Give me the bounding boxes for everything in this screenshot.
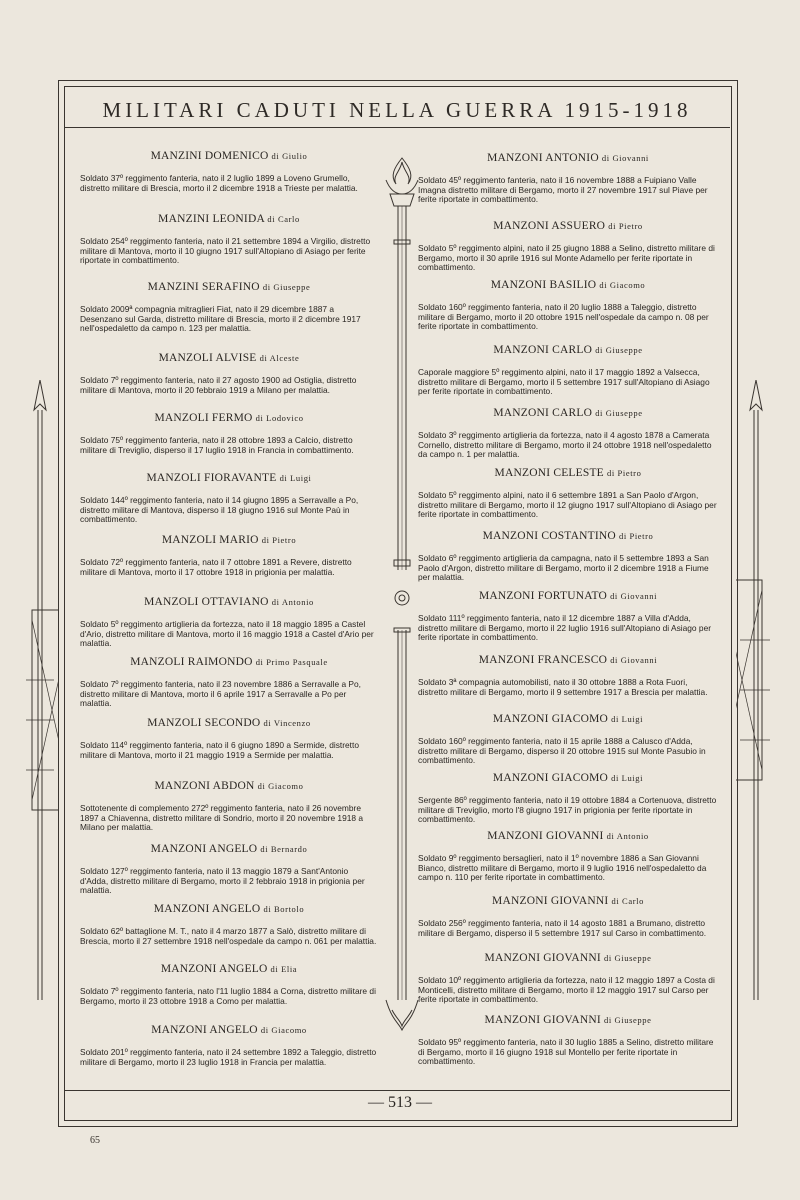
entry-name: MANZINI LEONIDA di Carlo: [158, 213, 300, 225]
entry-text: Soldato 254º reggimento fanteria, nato il 21 settembre 1894 a Virgilio, distretto militare di Mantova, morto il 10 giugno 1917 sull'Altopiano di Asiago per ferite riportate in combattimento.: [80, 236, 371, 266]
entry-name: MANZONI ANGELO di Giacomo: [151, 1024, 307, 1036]
entry-text: Soldato 3º reggimento artiglieria da fortezza, nato il 4 agosto 1878 a Camerata Cornello, distretto militare di Bergamo, morto il 24 ottobre 1918 nell'ospedaletto da campo n. 1 per malattia.: [418, 430, 712, 460]
page-number: — 513 —: [368, 1094, 432, 1111]
entry-text: Soldato 256º reggimento fanteria, nato il 14 agosto 1881 a Brumano, distretto militare di Bergamo, disperso il 5 settembre 1917 sul Carso in combattimento.: [418, 918, 707, 938]
entry-name: MANZONI CARLO di Giuseppe: [493, 407, 643, 419]
entry-name: MANZONI ABDON di Giacomo: [154, 780, 304, 792]
entry-right-1: [418, 152, 718, 205]
title-rule: [64, 127, 730, 128]
entry-name: MANZONI GIACOMO di Luigi: [492, 713, 644, 725]
entry-name: MANZONI COSTANTINO di Pietro: [482, 530, 654, 542]
entry-right-11: [418, 772, 718, 825]
entry-right-6: [418, 467, 718, 520]
entry-text: Soldato 201º reggimento fanteria, nato il 24 settembre 1892 a Taleggio, distretto militare di Bergamo, morto il 23 luglio 1918 in Francia per malattia.: [80, 1047, 377, 1067]
entry-left-11: [80, 780, 378, 833]
right-lance-ornament: [736, 380, 776, 1020]
entry-name: MANZINI DOMENICO di Giulio: [150, 150, 308, 162]
entry-right-15: [418, 1014, 718, 1067]
entry-right-2: [418, 220, 718, 273]
entry-right-8: [418, 590, 718, 643]
entry-left-5: [80, 412, 378, 455]
entry-text: Soldato 144º reggimento fanteria, nato il 14 giugno 1895 a Serravalle a Po, distretto militare di Mantova, disperso il 18 giugno 1916 sul Monte Paù in combattimento.: [80, 495, 359, 525]
entry-left-2: [80, 213, 378, 266]
entry-left-9: [80, 656, 378, 709]
entry-text: Soldato 111º reggimento fanteria, nato il 12 dicembre 1887 a Villa d'Adda, distretto militare di Bergamo, morto il 22 luglio 1916 sull'Altopiano di Asiago per ferite riportate in combattimento.: [418, 613, 712, 643]
entry-left-1: [80, 150, 378, 193]
entry-right-13: [418, 895, 718, 938]
left-lance-ornament: [22, 380, 58, 1020]
entry-text: Soldato 160º reggimento fanteria, nato il 15 aprile 1888 a Calusco d'Adda, distretto militare di Bergamo, disperso il 20 ottobre 1915 sul Monte Pasubio in combattimento.: [418, 736, 706, 766]
entry-left-8: [80, 596, 378, 649]
entry-name: MANZONI ANGELO di Elia: [160, 963, 298, 975]
entry-text: Soldato 62º battaglione M. T., nato il 4 marzo 1877 a Salò, distretto militare di Brescia, morto il 27 settembre 1918 nell'ospedale da campo n. 061 per malattia.: [80, 926, 377, 946]
entry-name: MANZONI FRANCESCO di Giovanni: [478, 654, 658, 666]
entry-left-3: [80, 281, 378, 334]
entry-name: MANZONI CARLO di Giuseppe: [493, 344, 643, 356]
entry-right-9: [418, 654, 718, 697]
entry-text: Soldato 72º reggimento fanteria, nato il 7 ottobre 1891 a Revere, distretto militare di Mantova, morto il 17 ottobre 1918 in prigionia per malattia.: [80, 557, 352, 577]
entry-name: MANZOLI FERMO di Lodovico: [154, 412, 304, 424]
entry-text: Soldato 10º reggimento artiglieria da fortezza, nato il 12 maggio 1897 a Costa di Monticelli, distretto militare di Bergamo, morto il 12 maggio 1917 sul Carso per ferite riportate in combattimento.: [418, 975, 715, 1005]
entry-name: MANZONI CELESTE di Pietro: [494, 467, 642, 479]
entry-name: MANZOLI MARIO di Pietro: [161, 534, 297, 546]
entry-name: MANZONI ANGELO di Bortolo: [153, 903, 305, 915]
entry-right-14: [418, 952, 718, 1005]
entry-text: Soldato 9º reggimento bersaglieri, nato il 1º novembre 1886 a San Giovanni Bianco, distretto militare di Bergamo, morto il 9 luglio 1916 nell'ospedaletto da campo n. 110 per ferite riportate in combattimento.: [418, 853, 707, 883]
page-title: MILITARI CADUTI NELLA GUERRA 1915-1918: [102, 98, 692, 122]
entry-text: Soldato 2009ª compagnia mitraglieri Fiat, nato il 29 dicembre 1887 a Desenzano sul Garda, distretto militare di Brescia, morto il 2 dicembre 1917 nell'ospedaletto da campo n. 123 per malattia.: [80, 304, 361, 334]
entry-name: MANZONI ANGELO di Bernardo: [150, 843, 308, 855]
footer-rule: [64, 1090, 730, 1091]
entry-left-12: [80, 843, 378, 896]
entry-name: MANZOLI SECONDO di Vincenzo: [147, 717, 311, 729]
entry-text: Soldato 114º reggimento fanteria, nato il 6 giugno 1890 a Sermide, distretto militare di Mantova, morto il 21 maggio 1919 a Sermide per malattia.: [80, 740, 359, 760]
entry-text: Soldato 7º reggimento fanteria, nato il 23 novembre 1886 a Serravalle a Po, distretto militare di Mantova, morto il 6 aprile 1917 a Serravalle a Po per malattia.: [80, 679, 362, 709]
entry-name: MANZONI GIOVANNI di Carlo: [492, 895, 644, 907]
entry-right-12: [418, 830, 718, 883]
entry-right-5: [418, 407, 718, 460]
entry-text: Soldato 127º reggimento fanteria, nato il 13 maggio 1879 a Sant'Antonio d'Adda, distretto militare di Bergamo, morto il 2 febbraio 1918 in prigionia per malattia.: [80, 866, 365, 896]
entry-text: Soldato 6º reggimento artiglieria da campagna, nato il 5 settembre 1893 a San Paolo d'Argon, distretto militare di Bergamo, morto il 2 dicembre 1918 a Fiume per malattia.: [418, 553, 709, 583]
entry-name: MANZINI SERAFINO di Giuseppe: [147, 281, 311, 293]
entry-name: MANZONI GIOVANNI di Antonio: [487, 830, 649, 842]
entry-left-15: [80, 1024, 378, 1067]
folio-number: 65: [90, 1135, 100, 1146]
entry-text: Sergente 86º reggimento fanteria, nato il 19 ottobre 1884 a Cortenuova, distretto militare di Treviglio, morto l'8 giugno 1917 in prigionia per ferite riportate in combattimento.: [418, 795, 717, 825]
entry-left-4: [80, 352, 378, 395]
entry-text: Soldato 95º reggimento fanteria, nato il 30 luglio 1885 a Selino, distretto militare di Bergamo, morto il 16 giugno 1918 sul Montello per ferite riportate in combattimento.: [418, 1037, 714, 1067]
entry-right-3: [418, 279, 718, 332]
entry-name: MANZOLI FIORAVANTE di Luigi: [146, 472, 312, 484]
entry-text: Soldato 37º reggimento fanteria, nato il 2 luglio 1899 a Loveno Grumello, distretto militare di Brescia, morto il 2 dicembre 1918 a Trieste per malattia.: [80, 173, 358, 193]
entry-name: MANZONI GIOVANNI di Giuseppe: [484, 952, 652, 964]
entry-left-13: [80, 903, 378, 946]
entry-text: Caporale maggiore 5º reggimento alpini, nato il 17 maggio 1892 a Valsecca, distretto militare di Bergamo, morto il 5 settembre 1917 sull'Altopiano di Asiago per ferite riportate in combattimento.: [418, 367, 710, 397]
entry-text: Soldato 45º reggimento fanteria, nato il 16 novembre 1888 a Fuipiano Valle Imagna distretto militare di Bergamo, morto il 27 novembre 1917 sul Piave per ferite riportate in combattimento.: [418, 175, 708, 205]
entry-right-10: [418, 713, 718, 766]
entry-right-7: [418, 530, 718, 583]
entry-text: Sottotenente di complemento 272º reggimento fanteria, nato il 26 novembre 1897 a Chiavenna, distretto militare di Sondrio, morto il 20 novembre 1918 a Milano per malattia.: [80, 803, 364, 833]
entry-left-14: [80, 963, 378, 1006]
entry-text: Soldato 5º reggimento alpini, nato il 25 giugno 1888 a Selino, distretto militare di Bergamo, morto il 30 aprile 1916 sul Monte Adamello per ferite riportate in combattimento.: [418, 243, 715, 273]
entry-name: MANZONI GIOVANNI di Giuseppe: [484, 1014, 652, 1026]
entry-text: Soldato 7º reggimento fanteria, nato il 27 agosto 1900 ad Ostiglia, distretto militare di Mantova, morto il 20 febbraio 1919 a Milano per malattia.: [80, 375, 357, 395]
entry-name: MANZONI ASSUERO di Pietro: [493, 220, 643, 232]
entry-name: MANZOLI OTTAVIANO di Antonio: [144, 596, 314, 608]
entry-text: Soldato 5º reggimento alpini, nato il 6 settembre 1891 a San Paolo d'Argon, distretto militare di Bergamo, morto il 12 giugno 1917 sull'Altopiano di Asiago per ferite riportate in combattimento.: [418, 490, 717, 520]
entry-text: Soldato 5º reggimento artiglieria da fortezza, nato il 18 maggio 1895 a Castel d'Ario, distretto militare di Mantova, morto il 16 maggio 1918 a Castel d'Ario per malattia.: [80, 619, 374, 649]
entry-text: Soldato 160º reggimento fanteria, nato il 20 luglio 1888 a Taleggio, distretto militare di Bergamo, morto il 20 ottobre 1915 nell'ospedale da campo n. 08 per ferite riportate in combattimento.: [418, 302, 709, 332]
entry-name: MANZONI BASILIO di Giacomo: [490, 279, 646, 291]
entry-name: MANZONI GIACOMO di Luigi: [492, 772, 644, 784]
entry-name: MANZOLI ALVISE di Alceste: [158, 352, 300, 364]
entry-name: MANZONI FORTUNATO di Giovanni: [478, 590, 658, 602]
entry-left-6: [80, 472, 378, 525]
entry-text: Soldato 3ª compagnia automobilisti, nato il 30 ottobre 1888 a Rota Fuori, distretto militare di Bergamo, morto il 9 settembre 1917 a Brescia per malattia.: [418, 677, 708, 697]
entry-text: Soldato 7º reggimento fanteria, nato l'11 luglio 1884 a Corna, distretto militare di Bergamo, morto il 23 ottobre 1918 a Como per malattia.: [80, 986, 376, 1006]
entry-left-7: [80, 534, 378, 577]
entry-left-10: [80, 717, 378, 760]
entry-name: MANZONI ANTONIO di Giovanni: [487, 152, 649, 164]
entry-right-4: [418, 344, 718, 397]
entry-text: Soldato 75º reggimento fanteria, nato il 28 ottobre 1893 a Calcio, distretto militare di Treviglio, disperso il 17 luglio 1918 in Francia in combattimento.: [80, 435, 354, 455]
entry-name: MANZOLI RAIMONDO di Primo Pasquale: [130, 656, 328, 668]
